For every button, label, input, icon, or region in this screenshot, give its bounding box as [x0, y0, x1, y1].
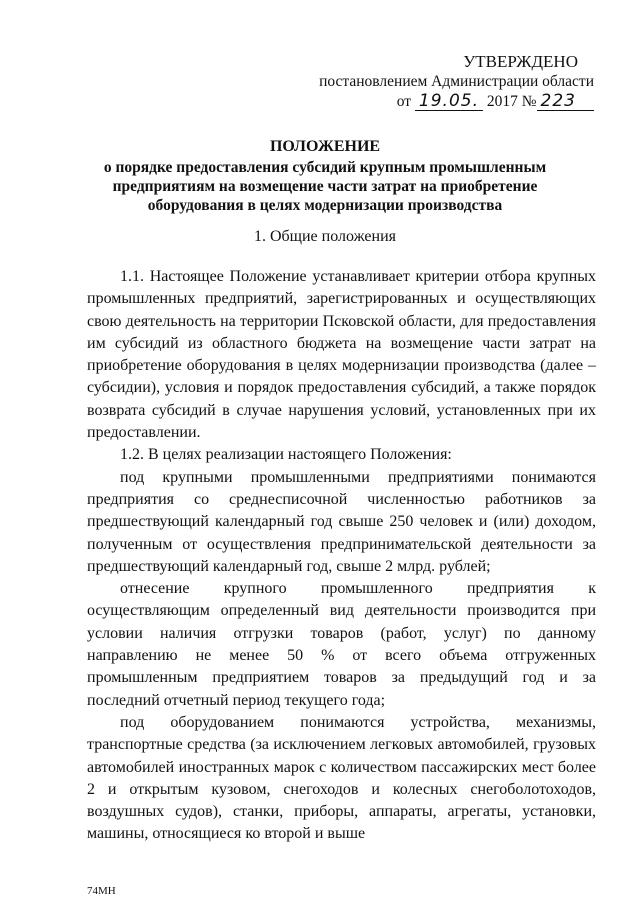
date-field [415, 93, 483, 111]
handwritten-number: 223 [540, 91, 576, 111]
footer-code: 74МН [87, 885, 116, 897]
approval-date-line [0, 92, 594, 112]
approval-authority: постановлением Администрации области [319, 73, 594, 90]
title-line-1: о порядке предоставления субсидий крупным промышленным [103, 159, 547, 176]
document-title [60, 137, 590, 215]
title-main: ПОЛОЖЕНИЕ [269, 138, 381, 155]
paragraph-definition-activity: отнесение крупного промышленного предприятия к осуществляющим определенный вид деятельности производится при условии наличия отгрузки товаров (работ, услуг) по данному направлению не менее 50 % от всего объема отгруженных промышленным предприятием товаров за предыдущий год и за последний отчетный период текущего года; [87, 580, 596, 709]
approval-stamp: УТВЕРЖДЕНО [463, 52, 578, 71]
year: 2017 [486, 93, 518, 110]
paragraph-definition-equipment: под оборудованием понимаются устройства, механизмы, транспортные средства (за исключением легковых автомобилей, грузовых автомобилей иностранных марок с количеством пассажирских мест более 2 и открытым кузовом, снегоходов и колесных снегоболотоходов, воздушных судов), станки, приборы, аппараты, агрегаты, установки, машины, относящиеся ко второй и выше [87, 713, 596, 843]
number-field [537, 93, 594, 111]
paragraph-definition-large-enterprise: под крупными промышленными предприятиями понимаются предприятия со среднесписочной численностью работников за предшествующий календарный год свыше 250 человек и (или) доходом, полученным от осуществления предпринимательской деятельности за предшествующий календарный год, свыше 2 млрд. рублей; [87, 468, 596, 575]
approval-block [0, 52, 594, 112]
paragraph-1-2: 1.2. В целях реализации настоящего Положения: [120, 446, 452, 464]
number-prefix: № [521, 93, 537, 110]
handwritten-date: 19.05. [418, 91, 479, 111]
document-body [87, 266, 596, 846]
section-heading: 1. Общие положения [253, 228, 397, 245]
title-line-3: оборудования в целях модернизации производства [147, 197, 503, 214]
date-prefix: от [396, 93, 412, 110]
title-line-2: предприятиям на возмещение части затрат на приобретение [112, 178, 538, 195]
paragraph-1-1: 1.1. Настоящее Положение устанавливает критерии отбора крупных промышленных предприятий, зарегистрированных и осуществляющих свою деятельность на территории Псковской области, для предоставления им субсидий из областного бюджета на возмещение части затрат на приобретение оборудования в целях модернизации производства (далее – субсидии), условия и порядок предоставления субсидий, а также порядок возврата субсидий в случае нарушения условий, установленных при их предоставлении. [87, 268, 596, 442]
